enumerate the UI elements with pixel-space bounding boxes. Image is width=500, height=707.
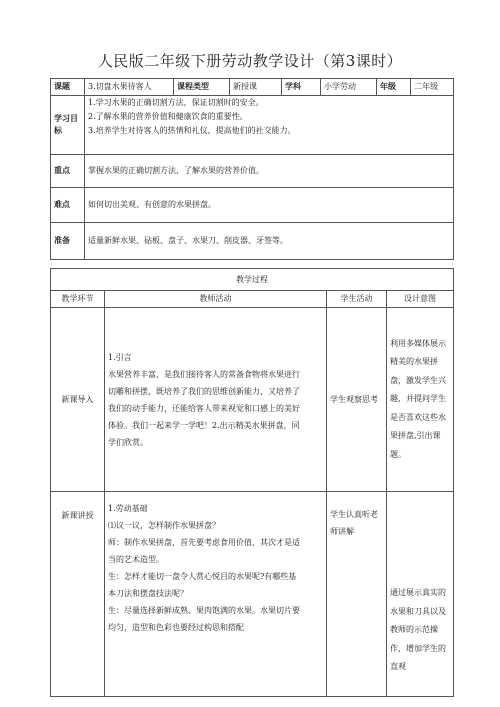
difficulty-value: 如何切出美观、有创意的水果拼盘。	[85, 188, 454, 223]
teacher-line: 我们的动手能力，还能给客人带来视觉和口感上的美好	[108, 403, 300, 413]
goal-item: 2.了解水果的营养价值和健康饮食的重要性。	[88, 112, 248, 121]
student-activity-cell: 学生认真听老师讲解	[327, 492, 387, 697]
teacher-line: 体验。我们一起来学一学吧！2.出示精美水果拼盘，同	[108, 420, 300, 430]
key-label: 重点	[51, 155, 85, 188]
design-intent-cell: 利用多媒体展示精美的水果拼盘，激发学生兴趣，并提问学生是否喜欢这些水果拼盘,引出课题。	[387, 308, 454, 492]
table-row	[51, 308, 454, 492]
teacher-line: 当的艺术造型。	[108, 555, 164, 564]
grade-label: 年级	[377, 79, 411, 96]
type-label: 课程类型	[174, 79, 230, 96]
prep-label: 准备	[51, 223, 85, 260]
goals-label: 学习目标	[51, 96, 85, 155]
column-header: 教学环节	[51, 291, 105, 308]
key-value: 掌握水果的正确切割方法，了解水果的营养价值。	[85, 155, 454, 188]
teacher-line: ⑴议一议，怎样制作水果拼盘？	[108, 521, 220, 530]
teacher-line: 水果营养丰富，是我们接待客人的常备食物将水果进行	[108, 369, 300, 379]
grade-value: 二年级	[411, 79, 454, 96]
stage-cell: 新课讲授	[51, 492, 105, 697]
column-header: 设计意图	[387, 291, 454, 308]
goal-item: 1.学习水果的正确切割方法，保证切割时的安全。	[88, 98, 264, 107]
lesson-info-table	[50, 78, 454, 260]
lesson-label: 课题	[51, 79, 85, 96]
teacher-activity-cell	[105, 308, 327, 492]
teacher-line: 本刀法和摆盘技法呢？	[108, 589, 188, 598]
lesson-value: 3.切盘水果待客人	[85, 79, 174, 96]
prep-value: 适量新鲜水果、砧板、盘子、水果刀、削皮器、牙签等。	[85, 223, 454, 260]
subject-value: 小学劳动	[321, 79, 377, 96]
design-intent-cell: 通过展示真实的水果和刀具以及教师的示范操作，增加学生的直观	[387, 492, 454, 697]
goals-list	[85, 96, 454, 155]
stage-cell: 新课导入	[51, 308, 105, 492]
difficulty-label: 难点	[51, 188, 85, 223]
table-row	[51, 492, 454, 697]
teacher-line: 学们欣赏。	[108, 437, 148, 447]
type-value: 新授课	[230, 79, 282, 96]
column-header: 学生活动	[327, 291, 387, 308]
teacher-activity-cell	[105, 492, 327, 697]
teacher-line: 1.劳动基础	[108, 504, 148, 513]
teacher-line: 生：尽量选择新鲜成熟、果肉饱满的水果。水果切片要	[108, 606, 300, 615]
page-title: 人民版二年级下册劳动教学设计（第3课时）	[97, 52, 403, 70]
column-header: 教师活动	[105, 291, 327, 308]
teacher-line: 生：怎样才能切一盘令人赏心悦目的水果呢?有哪些基	[108, 572, 297, 581]
process-heading: 教学过程	[51, 269, 454, 291]
subject-label: 学科	[282, 79, 321, 96]
teacher-line: 1.引言	[108, 352, 132, 362]
teacher-line: 切雕和拼摆，既培养了我们的思维创新能力，又培养了	[108, 386, 300, 396]
teacher-line: 师：制作水果拼盘，首先要考虑食用价值，其次才是适	[108, 538, 300, 547]
goal-item: 3.培养学生对待客人的热情和礼仪，提高他们的社交能力。	[88, 126, 296, 135]
teaching-process-table	[50, 268, 454, 697]
teacher-line: 均匀，造型和色彩也要经过构思和搭配	[108, 623, 244, 632]
student-activity-cell: 学生观察思考	[327, 308, 387, 492]
